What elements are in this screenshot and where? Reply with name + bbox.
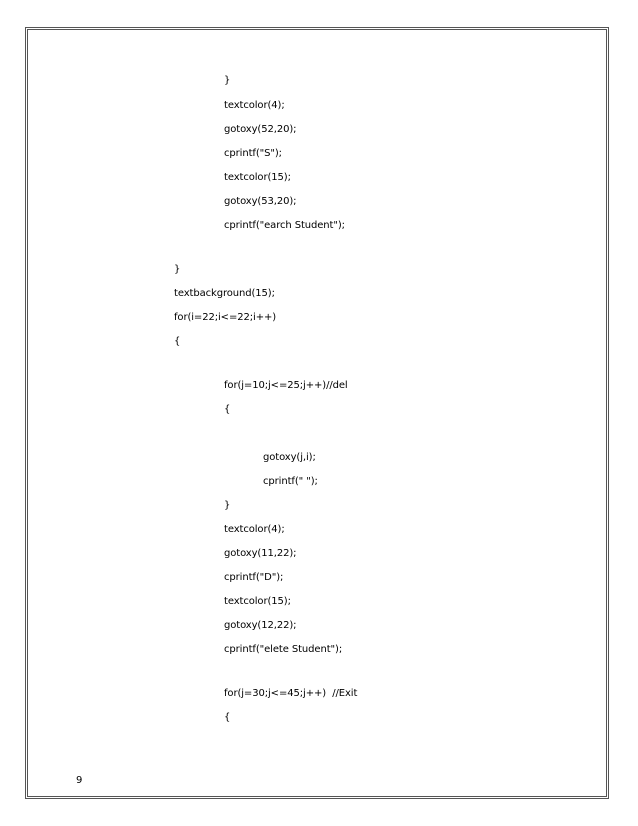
code-line: cprintf("D");: [224, 572, 284, 583]
code-line: }: [224, 75, 231, 86]
code-line: gotoxy(12,22);: [224, 620, 297, 631]
code-line: {: [224, 404, 231, 415]
code-line: }: [224, 500, 231, 511]
code-line: cprintf("S");: [224, 148, 282, 159]
code-line: cprintf("earch Student");: [224, 220, 345, 231]
code-line: for(j=10;j<=25;j++)//del: [224, 380, 348, 391]
code-line: gotoxy(53,20);: [224, 196, 297, 207]
code-line: textcolor(4);: [224, 100, 285, 111]
code-line: textcolor(15);: [224, 596, 291, 607]
code-line: textcolor(4);: [224, 524, 285, 535]
code-line: {: [224, 712, 231, 723]
code-line: textcolor(15);: [224, 172, 291, 183]
page-number: 9: [76, 775, 83, 786]
page-border: [25, 27, 609, 799]
code-line: textbackground(15);: [174, 288, 275, 299]
code-line: gotoxy(52,20);: [224, 124, 297, 135]
code-line: gotoxy(j,i);: [263, 452, 316, 463]
code-line: for(i=22;i<=22;i++): [174, 312, 277, 323]
code-line: {: [174, 336, 181, 347]
code-line: for(j=30;j<=45;j++) //Exit: [224, 688, 358, 699]
code-line: cprintf(" ");: [263, 476, 318, 487]
code-line: gotoxy(11,22);: [224, 548, 297, 559]
code-line: }: [174, 264, 181, 275]
code-line: cprintf("elete Student");: [224, 644, 343, 655]
